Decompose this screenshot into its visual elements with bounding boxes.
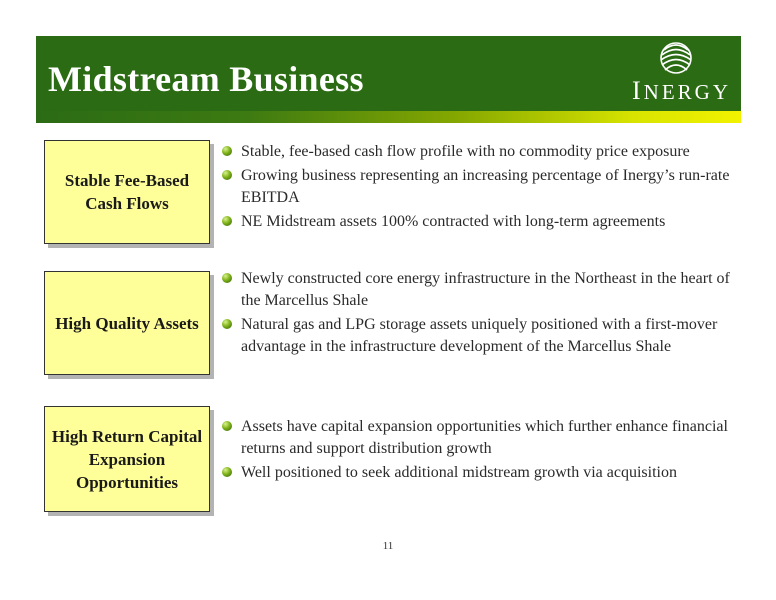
bullet-icon xyxy=(222,421,232,431)
bullet-text: Newly constructed core energy infrastructure in the Northeast in the heart of the Marcellus Shale xyxy=(241,270,730,309)
bullet-icon xyxy=(222,273,232,283)
bullet-text: Growing business representing an increasing percentage of Inergy’s run-rate EBITDA xyxy=(241,167,730,206)
list-item xyxy=(222,314,732,358)
list-item xyxy=(222,141,732,163)
list-item xyxy=(222,165,732,209)
section-label-box xyxy=(44,271,210,375)
page-number: 11 xyxy=(382,540,394,552)
section-label: High Quality Assets xyxy=(55,313,199,333)
section-label: High Return Capital Expansion Opportunities xyxy=(51,426,203,492)
bullet-list xyxy=(222,141,732,235)
bullet-icon xyxy=(222,319,232,329)
bullet-icon xyxy=(222,216,232,226)
bullet-text: Natural gas and LPG storage assets uniquely positioned with a first-mover advantage in the infrastructure development of the Marcellus Shale xyxy=(241,316,718,355)
bullet-list xyxy=(222,268,732,360)
bullet-text: NE Midstream assets 100% contracted with long-term agreements xyxy=(241,213,666,230)
bullet-icon xyxy=(222,467,232,477)
section-label: Stable Fee-Based Cash Flows xyxy=(64,171,190,213)
list-item xyxy=(222,268,732,312)
bullet-text: Well positioned to seek additional midstream growth via acquisition xyxy=(241,464,677,481)
bullet-icon xyxy=(222,170,232,180)
list-item xyxy=(222,462,732,484)
list-item xyxy=(222,211,732,233)
slide-title: Midstream Business xyxy=(48,59,364,99)
bullet-list xyxy=(222,416,732,486)
section-label-box xyxy=(44,140,210,244)
bullet-icon xyxy=(222,146,232,156)
logo-initial: I xyxy=(632,76,644,105)
section-label-box xyxy=(44,406,210,512)
bullet-text: Stable, fee-based cash flow profile with no commodity price exposure xyxy=(241,143,690,160)
logo-wordmark xyxy=(632,76,731,106)
list-item xyxy=(222,416,732,460)
header-gradient-stripe xyxy=(36,111,741,123)
bullet-text: Assets have capital expansion opportunities which further enhance financial returns and support distribution growth xyxy=(241,418,728,457)
logo-rest: NERGY xyxy=(643,80,732,104)
